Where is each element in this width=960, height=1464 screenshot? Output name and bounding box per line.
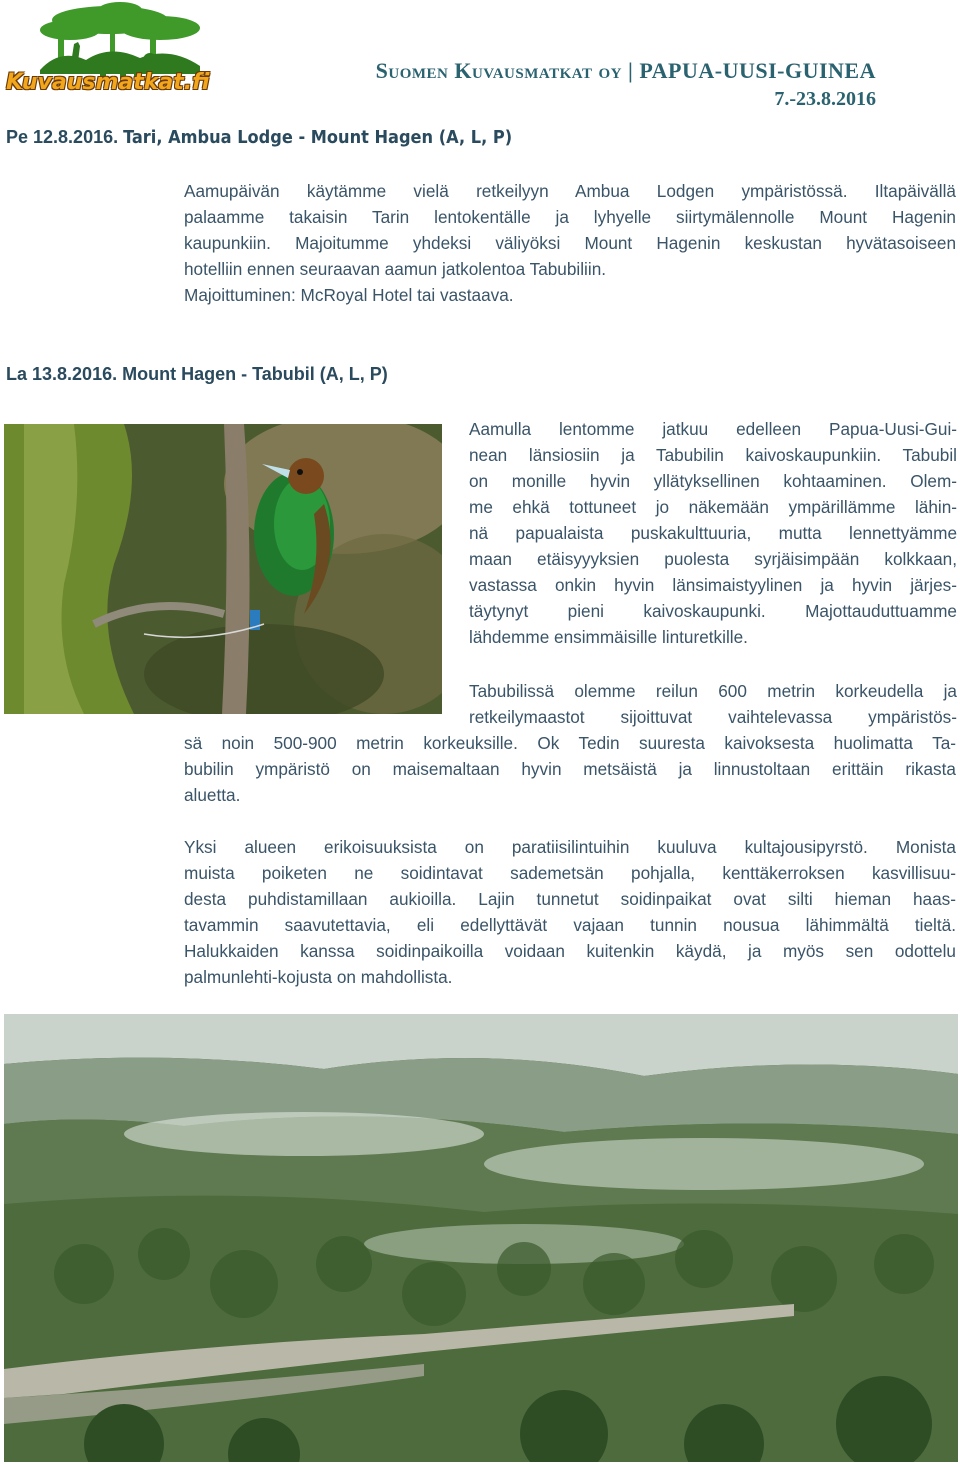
- text-line: bubilin ympäristö on maisemaltaan hyvin metsäistä ja linnustoltaan erittäin rikasta: [184, 759, 956, 779]
- text-line: täytynyt pieni kaivoskaupunki. Majottauduttuamme: [469, 601, 957, 621]
- document-header: [376, 58, 876, 111]
- day2-paragraph-3: [184, 834, 956, 990]
- text-line: Majoittuminen: McRoyal Hotel tai vastaava.: [184, 285, 514, 305]
- text-line: sä noin 500-900 metrin korkeuksille. Ok Tedin suuresta kaivoksesta huolimatta Ta-: [184, 733, 956, 753]
- logo-wordmark: Kuvausmatkat.fi: [6, 70, 210, 95]
- text-line: desta puhdistamillaan aukioilla. Lajin tunnetut soidinpaikat ovat silti hieman haas-: [184, 889, 956, 909]
- day1-date: Pe 12.8.2016.: [6, 127, 119, 147]
- text-line: me ehkä tottuneet jo näkemään ympärillämme lähin-: [469, 497, 957, 517]
- text-line: on monille hyvin yllätyksellinen kohtaaminen. Olem-: [469, 471, 957, 491]
- bird-of-paradise-photo: [4, 424, 442, 714]
- day2-date: La 13.8.2016.: [6, 364, 118, 384]
- text-line: muista poiketen ne soidintavat sademetsän pohjalla, kenttäkerroksen kasvillisuu-: [184, 863, 956, 883]
- text-line: tavammin saavutettavia, eli edellyttävät vajaan tunnin nousua lähimmältä tieltä.: [184, 915, 956, 935]
- day2-paragraph-2-top: [469, 678, 957, 730]
- rainforest-river-photo: [4, 1014, 958, 1462]
- day1-paragraph: [184, 178, 956, 308]
- forest-photo-illustration: [4, 1014, 958, 1462]
- text-line: retkeilymaastot sijoittuvat vaihtelevassa ympäristös-: [469, 707, 957, 727]
- text-line: Yksi alueen erikoisuuksista on paratiisilintuihin kuuluva kultajousipyrstö. Monista: [184, 837, 956, 857]
- text-line: Halukkaiden kanssa soidinpaikoilla voidaan kuitenkin käydä, ja myös sen odottelu: [184, 941, 956, 961]
- text-line: lähdemme ensimmäisille linturetkille.: [469, 627, 748, 647]
- text-line: hotelliin ennen seuraavan aamun jatkolentoa Tabubiliin.: [184, 259, 607, 279]
- destination-name: PAPUA-UUSI-GUINEA: [639, 58, 876, 83]
- day1-heading: [6, 127, 512, 148]
- company-logo[interactable]: [0, 0, 222, 110]
- text-line: palmunlehti-kojusta on mahdollista.: [184, 967, 453, 987]
- header-separator: |: [627, 58, 634, 83]
- day2-title: Mount Hagen - Tabubil (A, L, P): [122, 364, 388, 384]
- text-line: aluetta.: [184, 785, 241, 805]
- text-line: Tabubilissä olemme reilun 600 metrin korkeudella ja: [469, 681, 957, 701]
- day2-paragraph-2-bottom: [184, 730, 956, 808]
- text-line: nä papualaista puskakulttuuria, mutta lennettyämme: [469, 523, 957, 543]
- company-name: Suomen Kuvausmatkat oy: [375, 58, 622, 83]
- text-line: nean länsiosiin ja Tabubilin kaivoskaupunkiin. Tabubil: [469, 445, 957, 465]
- header-company-line: [376, 58, 876, 84]
- bird-photo-illustration: [4, 424, 442, 714]
- text-line: kaupunkiin. Majoitumme yhdeksi väliyöksi Mount Hagenin keskustan hyvätasoiseen: [184, 233, 956, 253]
- text-line: palaamme takaisin Tarin lentokentälle ja lyhyelle siirtymälennolle Mount Hagenin: [184, 207, 956, 227]
- day1-title: Tari, Ambua Lodge - Mount Hagen (A, L, P): [123, 127, 513, 148]
- text-line: maan etäisyyyksien puolesta syrjäisimpään kolkkaan,: [469, 549, 957, 569]
- text-line: Aamulla lentomme jatkuu edelleen Papua-Uusi-Gui-: [469, 419, 957, 439]
- tour-dates: 7.-23.8.2016: [774, 88, 876, 110]
- day2-heading: [6, 364, 388, 385]
- day2-paragraph-1: [469, 416, 957, 650]
- text-line: vastassa onkin hyvin länsimaistyylinen ja hyvin järjes-: [469, 575, 957, 595]
- text-line: Aamupäivän käytämme vielä retkeilyyn Ambua Lodgen ympäristössä. Iltapäivällä: [184, 181, 956, 201]
